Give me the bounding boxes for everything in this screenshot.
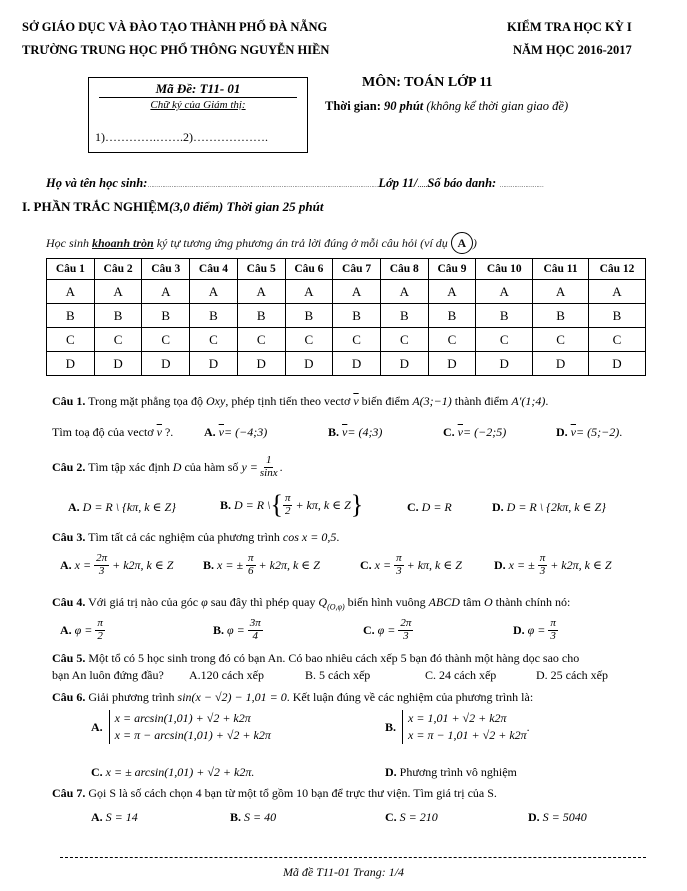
answer-choice-cell[interactable]: A bbox=[476, 280, 533, 304]
time-note: (không kể thời gian giao đề) bbox=[426, 99, 569, 113]
q6-option-c-value: x = ± arcsin(1,01) + √2 + k2π. bbox=[105, 765, 255, 779]
q6-option-a[interactable] bbox=[91, 710, 271, 744]
q1-option-d[interactable] bbox=[556, 425, 622, 440]
question-3 bbox=[52, 530, 339, 545]
q3-option-b-label: B. bbox=[203, 557, 215, 572]
answer-table-header-cell: Câu 1 bbox=[47, 259, 95, 280]
student-name-label: Họ và tên học sinh: bbox=[46, 176, 148, 190]
q2-option-a-value: D = R \ {kπ, k ∈ Z} bbox=[82, 500, 176, 514]
q3-label: Câu 3. bbox=[52, 530, 86, 544]
q4-text3: biến hình vuông bbox=[344, 595, 429, 609]
answer-choice-cell[interactable]: B bbox=[428, 304, 476, 328]
q3-option-b[interactable] bbox=[203, 553, 320, 577]
q2-option-a[interactable] bbox=[68, 500, 176, 515]
q6-option-a-line2: x = π − arcsin(1,01) + √2 + k2π bbox=[114, 728, 271, 742]
q4-option-b[interactable] bbox=[213, 618, 263, 642]
q6-text: Giải phương trình bbox=[85, 690, 178, 704]
answer-table-header-cell: Câu 7 bbox=[333, 259, 381, 280]
q3-option-c-pre: x = bbox=[374, 557, 392, 572]
q4-option-a-pre: φ = bbox=[74, 622, 93, 637]
footer-divider bbox=[60, 857, 646, 858]
q3-option-a-num: 2π bbox=[96, 552, 108, 564]
q2-option-b-num: π bbox=[284, 491, 291, 504]
q4-option-a[interactable] bbox=[60, 618, 105, 642]
answer-choice-cell[interactable]: C bbox=[380, 328, 428, 352]
student-id-label: Số báo danh: bbox=[427, 176, 497, 190]
q6-option-a-label: A. bbox=[91, 719, 103, 734]
answer-choice-cell[interactable]: C bbox=[428, 328, 476, 352]
q7-option-a-value: S = 14 bbox=[105, 810, 138, 824]
student-id-blank[interactable]: …………………… bbox=[499, 183, 544, 189]
q4-abcd: ABCD bbox=[428, 595, 460, 609]
q4-option-c[interactable] bbox=[363, 618, 413, 642]
q6-text2: . Kết luận đúng về các nghiệm của phương trình là: bbox=[286, 690, 534, 704]
q6-option-c-label: C. bbox=[91, 765, 103, 779]
q3-text: Tìm tất cả các nghiệm của phương trình bbox=[85, 530, 283, 544]
q2-option-d-value: D = R \ {2kπ, k ∈ Z} bbox=[506, 500, 606, 514]
answer-table-header-cell: Câu 11 bbox=[533, 259, 589, 280]
answer-choice-cell[interactable]: D bbox=[47, 352, 95, 376]
q6-option-b-line2: x = π − 1,01 + √2 + k2π bbox=[408, 728, 527, 742]
answer-table-header-cell: Câu 9 bbox=[428, 259, 476, 280]
q5-option-c[interactable]: C. 24 cách xếp bbox=[425, 668, 497, 682]
school-name: TRƯỜNG TRUNG HỌC PHỔ THÔNG NGUYỄN HIỀN bbox=[22, 43, 330, 57]
q1-text-e: . bbox=[545, 394, 549, 408]
q2-option-b-den: 2 bbox=[284, 504, 291, 517]
q2-option-d[interactable] bbox=[492, 500, 606, 515]
q2-option-d-label: D. bbox=[492, 500, 504, 514]
section-heading bbox=[22, 199, 323, 215]
q6-option-a-system bbox=[109, 710, 271, 744]
q2-fraction bbox=[258, 455, 280, 479]
q3-option-a-den: 3 bbox=[98, 564, 105, 577]
instructions-close: ) bbox=[472, 236, 477, 250]
q1-option-a-v: $\overline{v}$ bbox=[218, 425, 224, 439]
q5-label: Câu 5. bbox=[52, 651, 86, 665]
q3-option-a-fraction bbox=[94, 553, 109, 577]
answer-choice-cell[interactable]: A bbox=[428, 280, 476, 304]
q3-option-c-post: + kπ, k ∈ Z bbox=[406, 557, 462, 572]
q1-option-c-v: $\overline{v}$ bbox=[457, 425, 463, 439]
answer-table-row bbox=[47, 328, 646, 352]
answer-choice-cell[interactable]: B bbox=[142, 304, 190, 328]
q3-option-a-post: + k2π, k ∈ Z bbox=[112, 557, 174, 572]
q1-option-a-label: A. bbox=[204, 425, 216, 439]
q4-option-c-fraction bbox=[398, 618, 413, 642]
q2-option-a-label: A. bbox=[68, 500, 80, 514]
answer-choice-cell[interactable]: D bbox=[428, 352, 476, 376]
answer-choice-cell[interactable]: D bbox=[333, 352, 381, 376]
q3-option-b-pre: x = ± bbox=[217, 557, 244, 572]
answer-table-header-cell: Câu 6 bbox=[285, 259, 333, 280]
q4-option-d[interactable] bbox=[513, 618, 558, 642]
q6-equation: sin(x − √2) − 1,01 = 0 bbox=[177, 690, 287, 704]
answer-choice-cell[interactable]: B bbox=[94, 304, 142, 328]
q5-option-d[interactable]: D. 25 cách xếp bbox=[536, 668, 608, 682]
q4-option-b-fraction bbox=[248, 618, 263, 642]
section-time: Thời gian 25 phút bbox=[226, 199, 324, 214]
q1-option-b-value: = (4;3) bbox=[347, 425, 383, 439]
q4-option-b-pre: φ = bbox=[227, 622, 245, 637]
q1-option-b[interactable] bbox=[328, 425, 382, 440]
q1-option-d-end: . bbox=[619, 425, 623, 439]
answer-choice-cell[interactable]: B bbox=[47, 304, 95, 328]
answer-table-header-cell: Câu 2 bbox=[94, 259, 142, 280]
q4-option-d-fraction bbox=[548, 618, 558, 642]
answer-choice-cell[interactable]: D bbox=[380, 352, 428, 376]
answer-choice-cell[interactable]: C bbox=[237, 328, 285, 352]
q4-option-d-label: D. bbox=[513, 622, 525, 637]
answer-table-body bbox=[47, 280, 646, 376]
answer-table-row bbox=[47, 352, 646, 376]
q3-option-c[interactable] bbox=[360, 553, 462, 577]
answer-table-header-cell: Câu 12 bbox=[589, 259, 646, 280]
q2-option-b-fraction bbox=[283, 493, 293, 517]
answer-choice-cell[interactable]: C bbox=[589, 328, 646, 352]
q1-text-b: , phép tịnh tiến theo vectơ bbox=[225, 394, 354, 408]
q3-option-b-fraction bbox=[246, 553, 256, 577]
answer-choice-cell[interactable]: D bbox=[285, 352, 333, 376]
answer-choice-cell[interactable]: A bbox=[94, 280, 142, 304]
answer-table-header bbox=[47, 259, 646, 280]
school-year: NĂM HỌC 2016-2017 bbox=[513, 43, 632, 57]
q2-option-b-pre: D = R \ bbox=[234, 497, 271, 512]
q4-option-b-den: 4 bbox=[252, 629, 259, 642]
q2-num: 1 bbox=[265, 454, 272, 466]
q4-option-a-den: 2 bbox=[97, 629, 103, 642]
answer-choice-cell[interactable]: A bbox=[380, 280, 428, 304]
q4-option-a-fraction bbox=[95, 618, 105, 642]
answer-choice-cell[interactable]: C bbox=[533, 328, 589, 352]
q3-option-d-label: D. bbox=[494, 557, 506, 572]
answer-table-header-cell: Câu 8 bbox=[380, 259, 428, 280]
answer-table-header-cell: Câu 5 bbox=[237, 259, 285, 280]
page-footer: Mã đề T11-01 Trang: 1/4 bbox=[282, 865, 405, 879]
question-6 bbox=[52, 690, 533, 705]
q1-option-c[interactable] bbox=[443, 425, 506, 440]
q7-option-c[interactable] bbox=[385, 810, 438, 825]
divider bbox=[99, 97, 297, 98]
answer-choice-cell[interactable]: D bbox=[533, 352, 589, 376]
q1-point-a2: A′(1;4) bbox=[511, 394, 546, 408]
q2-option-c-label: C. bbox=[407, 500, 419, 514]
q3-option-d[interactable] bbox=[494, 553, 612, 577]
answer-choice-cell[interactable]: B bbox=[380, 304, 428, 328]
q1-option-a[interactable] bbox=[204, 425, 267, 440]
q3-option-b-post: + k2π, k ∈ Z bbox=[258, 557, 320, 572]
q3-equation: cos x = 0,5 bbox=[282, 530, 337, 544]
answer-choice-cell[interactable]: C bbox=[190, 328, 238, 352]
q1-oxy: Oxy bbox=[206, 394, 226, 408]
q4-q: Q bbox=[318, 595, 328, 609]
q2-end: . bbox=[279, 459, 283, 474]
answer-choice-cell[interactable]: A bbox=[533, 280, 589, 304]
q1-option-b-v: $\overline{v}$ bbox=[342, 425, 348, 439]
answer-choice-cell[interactable]: C bbox=[476, 328, 533, 352]
answer-choice-cell[interactable]: A bbox=[589, 280, 646, 304]
answer-choice-cell[interactable]: A bbox=[47, 280, 95, 304]
q2-option-c[interactable] bbox=[407, 500, 452, 515]
q3-option-c-den: 3 bbox=[396, 564, 402, 577]
subject-title: MÔN: TOÁN LỚP 11 bbox=[362, 75, 493, 90]
department-name: SỞ GIÁO DỤC VÀ ĐÀO TẠO THÀNH PHỐ ĐÀ NẴNG bbox=[22, 20, 328, 34]
q3-option-c-num: π bbox=[396, 552, 402, 564]
q1-vector-v: $\overline{v}$ bbox=[353, 394, 359, 408]
q2-label: Câu 2. bbox=[52, 459, 86, 474]
student-info-line bbox=[46, 176, 543, 191]
q4-text5: thành chính nó: bbox=[492, 595, 571, 609]
q3-option-a[interactable] bbox=[60, 553, 173, 577]
signature-slots: 1)………….…….2)………………. bbox=[95, 130, 268, 144]
q1-option-c-label: C. bbox=[443, 425, 455, 439]
example-circle: A bbox=[451, 232, 473, 254]
q2-option-b-post: + kπ, k ∈ Z bbox=[295, 497, 351, 512]
answer-choice-cell[interactable]: A bbox=[142, 280, 190, 304]
answer-choice-cell[interactable]: C bbox=[142, 328, 190, 352]
instructions-post: ký tự tương ứng phương án trả lời đúng ở mỗi câu hỏi (ví dụ bbox=[153, 236, 448, 250]
q6-option-b[interactable] bbox=[385, 710, 530, 744]
exam-code-box bbox=[88, 77, 308, 153]
answer-choice-cell[interactable]: B bbox=[476, 304, 533, 328]
section-title: I. PHẦN TRẮC NGHIỆM bbox=[22, 199, 170, 214]
q4-text2: sau đây thì phép quay bbox=[207, 595, 319, 609]
q7-option-c-value: S = 210 bbox=[399, 810, 438, 824]
q7-option-c-label: C. bbox=[385, 810, 397, 824]
q4-phi: φ bbox=[201, 595, 208, 609]
q1-option-b-label: B. bbox=[328, 425, 340, 439]
q3-option-c-fraction bbox=[394, 553, 404, 577]
answer-choice-cell[interactable]: D bbox=[237, 352, 285, 376]
q2-option-c-value: D = R bbox=[421, 500, 452, 514]
student-name-blank[interactable]: ……………………………………………………………………………………………………………… bbox=[147, 183, 379, 189]
answer-choice-cell[interactable]: B bbox=[589, 304, 646, 328]
answer-table-row bbox=[47, 304, 646, 328]
exam-title: KIỂM TRA HỌC KỲ I bbox=[507, 20, 632, 34]
time-value: 90 phút bbox=[384, 99, 424, 113]
time-label: Thời gian: bbox=[325, 99, 381, 113]
q7-option-d-label: D. bbox=[528, 810, 540, 824]
answer-choice-cell[interactable]: B bbox=[285, 304, 333, 328]
q4-text4: tâm bbox=[459, 595, 484, 609]
q4-q-sub: (O,φ) bbox=[327, 602, 345, 612]
answer-choice-cell[interactable]: D bbox=[190, 352, 238, 376]
q1-option-d-value: = (5;−2) bbox=[576, 425, 620, 439]
q4-option-c-pre: φ = bbox=[377, 622, 396, 637]
q1-option-c-value: = (−2;5) bbox=[463, 425, 507, 439]
question-4 bbox=[52, 595, 570, 611]
q6-option-b-label: B. bbox=[385, 719, 397, 734]
q2-domain-symbol: D bbox=[172, 459, 182, 474]
q4-option-b-num: 3π bbox=[249, 617, 261, 629]
answer-choice-cell[interactable]: B bbox=[533, 304, 589, 328]
answer-table bbox=[46, 258, 646, 376]
q7-option-a-label: A. bbox=[91, 810, 103, 824]
answer-choice-cell[interactable]: C bbox=[94, 328, 142, 352]
q3-option-d-post: + k2π, k ∈ Z bbox=[550, 557, 612, 572]
q7-text: Gọi S là số cách chọn 4 bạn từ một tổ gồm 10 bạn để trực thư viện. Tìm giá trị của S. bbox=[85, 786, 497, 800]
q4-option-d-num: π bbox=[550, 617, 556, 629]
q1-text-c: biến điểm bbox=[358, 394, 413, 408]
q7-option-d[interactable] bbox=[528, 810, 587, 825]
q3-option-c-label: C. bbox=[360, 557, 372, 572]
answer-choice-cell[interactable]: D bbox=[589, 352, 646, 376]
answer-choice-cell[interactable]: D bbox=[142, 352, 190, 376]
q1-option-d-label: D. bbox=[556, 425, 568, 439]
q5-line2: bạn An luôn đứng đầu? bbox=[52, 668, 164, 682]
q6-option-c[interactable] bbox=[91, 765, 254, 780]
time-info bbox=[325, 99, 568, 114]
q7-option-d-value: S = 5040 bbox=[542, 810, 587, 824]
q4-option-c-num: 2π bbox=[400, 617, 412, 629]
section-score: (3,0 điểm) bbox=[169, 199, 224, 214]
q1-text-d: thành điểm bbox=[451, 394, 512, 408]
q4-option-c-den: 3 bbox=[403, 629, 409, 642]
q1-option-d-v: $\overline{v}$ bbox=[570, 425, 576, 439]
answer-choice-cell[interactable]: A bbox=[190, 280, 238, 304]
q7-option-b-value: S = 40 bbox=[244, 810, 277, 824]
q4-option-c-label: C. bbox=[363, 622, 375, 637]
q6-option-b-line1: x = 1,01 + √2 + k2π bbox=[408, 711, 507, 725]
q6-option-d[interactable] bbox=[385, 765, 517, 780]
q1-line2-text: Tìm toạ độ của vectơ bbox=[52, 425, 157, 439]
q6-option-b-system bbox=[402, 710, 527, 744]
q2-option-b-label: B. bbox=[220, 497, 232, 512]
instructions-pre: Học sinh bbox=[46, 236, 92, 250]
q4-option-b-label: B. bbox=[213, 622, 225, 637]
q4-option-d-pre: φ = bbox=[527, 622, 546, 637]
answer-choice-cell[interactable]: C bbox=[333, 328, 381, 352]
q6-option-b-end: . bbox=[526, 719, 530, 734]
q3-option-b-den: 6 bbox=[248, 564, 254, 577]
q4-text: Với giá trị nào của góc bbox=[85, 595, 202, 609]
answer-choice-cell[interactable]: B bbox=[333, 304, 381, 328]
q6-option-d-value: Phương trình vô nghiệm bbox=[399, 765, 517, 779]
exam-code: Mã Đề: T11- 01 bbox=[155, 81, 241, 96]
q4-label: Câu 4. bbox=[52, 595, 86, 609]
question-1 bbox=[52, 394, 548, 409]
q7-option-b[interactable] bbox=[230, 810, 276, 825]
q3-option-d-den: 3 bbox=[539, 564, 546, 577]
q3-option-d-pre: x = ± bbox=[508, 557, 535, 572]
q4-option-a-num: π bbox=[97, 617, 103, 629]
q5-option-b[interactable]: B. 5 cách xếp bbox=[305, 668, 371, 682]
q1-line2 bbox=[52, 425, 173, 440]
q7-option-a[interactable] bbox=[91, 810, 138, 825]
answer-table-header-cell: Câu 3 bbox=[142, 259, 190, 280]
q2-option-b[interactable]: B. D = R \ { $\frac{\pi}{2}$ + kπ, k ∈ Z } bbox=[220, 490, 364, 519]
answer-table-row bbox=[47, 280, 646, 304]
q3-option-a-label: A. bbox=[60, 557, 72, 572]
q7-option-b-label: B. bbox=[230, 810, 242, 824]
q3-end: . bbox=[336, 530, 340, 544]
q2-text: Tìm tập xác định bbox=[85, 459, 173, 474]
q4-option-d-den: 3 bbox=[550, 629, 556, 642]
q1-point-a: A(3;−1) bbox=[412, 394, 452, 408]
answer-choice-cell[interactable]: A bbox=[237, 280, 285, 304]
answer-choice-cell[interactable]: B bbox=[190, 304, 238, 328]
question-5 bbox=[52, 651, 579, 666]
proctor-signature-label: Chữ ký của Giám thị: bbox=[150, 99, 246, 111]
q1-line2-end: ?. bbox=[161, 425, 174, 439]
q3-option-a-pre: x = bbox=[74, 557, 92, 572]
q2-den: sinx bbox=[259, 466, 278, 479]
q6-label: Câu 6. bbox=[52, 690, 86, 704]
answer-choice-cell[interactable]: B bbox=[237, 304, 285, 328]
q1-text-a: Trong mặt phẳng tọa độ bbox=[85, 394, 207, 408]
q2-text2: của hàm số bbox=[181, 459, 242, 474]
answer-choice-cell[interactable]: D bbox=[94, 352, 142, 376]
q1-option-a-value: = (−4;3) bbox=[224, 425, 268, 439]
q1-label: Câu 1. bbox=[52, 394, 86, 408]
question-7 bbox=[52, 786, 497, 801]
answer-table-header-cell: Câu 4 bbox=[190, 259, 238, 280]
q5-line1: Một tổ có 5 học sinh trong đó có bạn An. Có bao nhiêu cách xếp 5 bạn đó thành một hàng dọc sao cho bbox=[85, 651, 580, 665]
q3-option-b-num: π bbox=[248, 552, 254, 564]
class-blank[interactable]: ..... bbox=[417, 180, 428, 189]
question-2 bbox=[52, 455, 283, 479]
q5-line2-row bbox=[52, 668, 164, 683]
q3-option-d-fraction bbox=[538, 553, 548, 577]
answer-choice-cell[interactable]: A bbox=[285, 280, 333, 304]
instructions bbox=[46, 232, 477, 254]
q6-option-d-label: D. bbox=[385, 765, 397, 779]
answer-table-header-cell: Câu 10 bbox=[476, 259, 533, 280]
class-label: Lớp 11/ bbox=[378, 176, 418, 190]
answer-choice-cell[interactable]: C bbox=[47, 328, 95, 352]
q1-vector-v-2: $\overline{v}$ bbox=[156, 425, 162, 439]
answer-choice-cell[interactable]: D bbox=[476, 352, 533, 376]
q6-option-a-line1: x = arcsin(1,01) + √2 + k2π bbox=[114, 711, 251, 725]
q7-label: Câu 7. bbox=[52, 786, 86, 800]
q2-y: y = bbox=[241, 459, 258, 474]
instructions-key: khoanh tròn bbox=[92, 236, 154, 250]
q5-option-a[interactable]: A.120 cách xếp bbox=[189, 668, 264, 682]
answer-choice-cell[interactable]: A bbox=[333, 280, 381, 304]
q4-center: O bbox=[483, 595, 493, 609]
q4-option-a-label: A. bbox=[60, 622, 72, 637]
answer-choice-cell[interactable]: C bbox=[285, 328, 333, 352]
q3-option-d-num: π bbox=[539, 552, 546, 564]
